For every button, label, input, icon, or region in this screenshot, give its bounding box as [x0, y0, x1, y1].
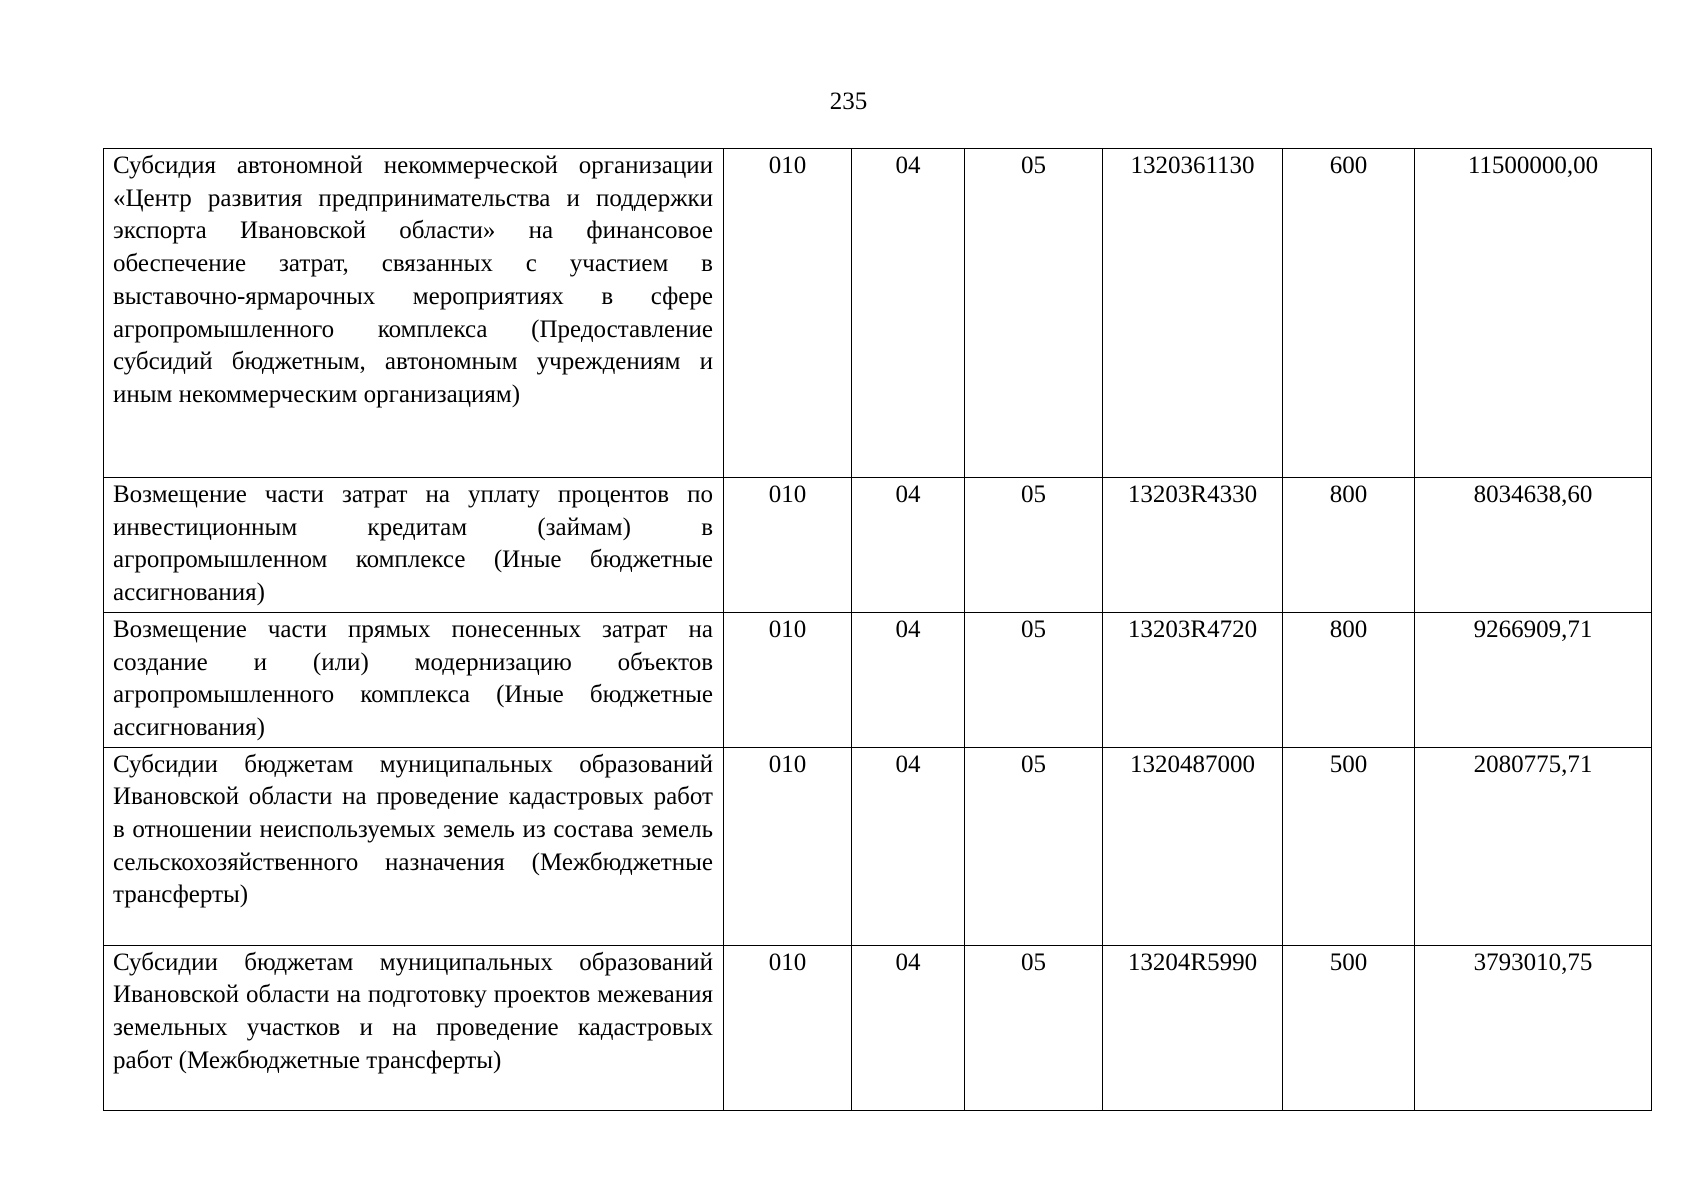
target-article-code: 1320487000: [1103, 747, 1283, 945]
section-code: 04: [852, 747, 965, 945]
budget-table: [103, 148, 1652, 1111]
target-article-code: 13204R5990: [1103, 945, 1283, 1110]
ministry-code: 010: [724, 945, 852, 1110]
table-row: [104, 149, 1652, 478]
row-description: Возмещение части прямых понесенных затрат на создание и (или) модернизацию объектов агропромышленного комплекса (Иные бюджетные ассигнования): [104, 612, 724, 747]
row-description: Возмещение части затрат на уплату процентов по инвестиционным кредитам (займам) в агропромышленном комплексе (Иные бюджетные ассигнования): [104, 478, 724, 613]
section-code: 04: [852, 612, 965, 747]
target-article-code: 13203R4330: [1103, 478, 1283, 613]
row-description: Субсидии бюджетам муниципальных образований Ивановской области на подготовку проектов межевания земельных участков и на проведение кадастровых работ (Межбюджетные трансферты): [104, 945, 724, 1110]
target-article-code: 1320361130: [1103, 149, 1283, 478]
ministry-code: 010: [724, 747, 852, 945]
section-code: 04: [852, 945, 965, 1110]
table-row: [104, 747, 1652, 945]
expense-type-code: 500: [1283, 945, 1415, 1110]
subsection-code: 05: [965, 945, 1103, 1110]
subsection-code: 05: [965, 612, 1103, 747]
row-description: Субсидия автономной некоммерческой организации «Центр развития предпринимательства и поддержки экспорта Ивановской области» на финансовое обеспечение затрат, связанных с участием в выставочно-ярмарочных мероприятиях в сфере агропромышленного комплекса (Предоставление субсидий бюджетным, автономным учреждениям и иным некоммерческим организациям): [104, 149, 724, 478]
ministry-code: 010: [724, 612, 852, 747]
amount: 11500000,00: [1415, 149, 1652, 478]
row-description: Субсидии бюджетам муниципальных образований Ивановской области на проведение кадастровых работ в отношении неиспользуемых земель из состава земель сельскохозяйственного назначения (Межбюджетные трансферты): [104, 747, 724, 945]
page-number: 235: [829, 88, 868, 115]
target-article-code: 13203R4720: [1103, 612, 1283, 747]
expense-type-code: 500: [1283, 747, 1415, 945]
section-code: 04: [852, 478, 965, 613]
table-row: [104, 945, 1652, 1110]
expense-type-code: 600: [1283, 149, 1415, 478]
expense-type-code: 800: [1283, 478, 1415, 613]
ministry-code: 010: [724, 149, 852, 478]
amount: 2080775,71: [1415, 747, 1652, 945]
amount: 8034638,60: [1415, 478, 1652, 613]
table-row: [104, 612, 1652, 747]
subsection-code: 05: [965, 149, 1103, 478]
subsection-code: 05: [965, 478, 1103, 613]
amount: 3793010,75: [1415, 945, 1652, 1110]
amount: 9266909,71: [1415, 612, 1652, 747]
subsection-code: 05: [965, 747, 1103, 945]
ministry-code: 010: [724, 478, 852, 613]
expense-type-code: 800: [1283, 612, 1415, 747]
table-row: [104, 478, 1652, 613]
section-code: 04: [852, 149, 965, 478]
